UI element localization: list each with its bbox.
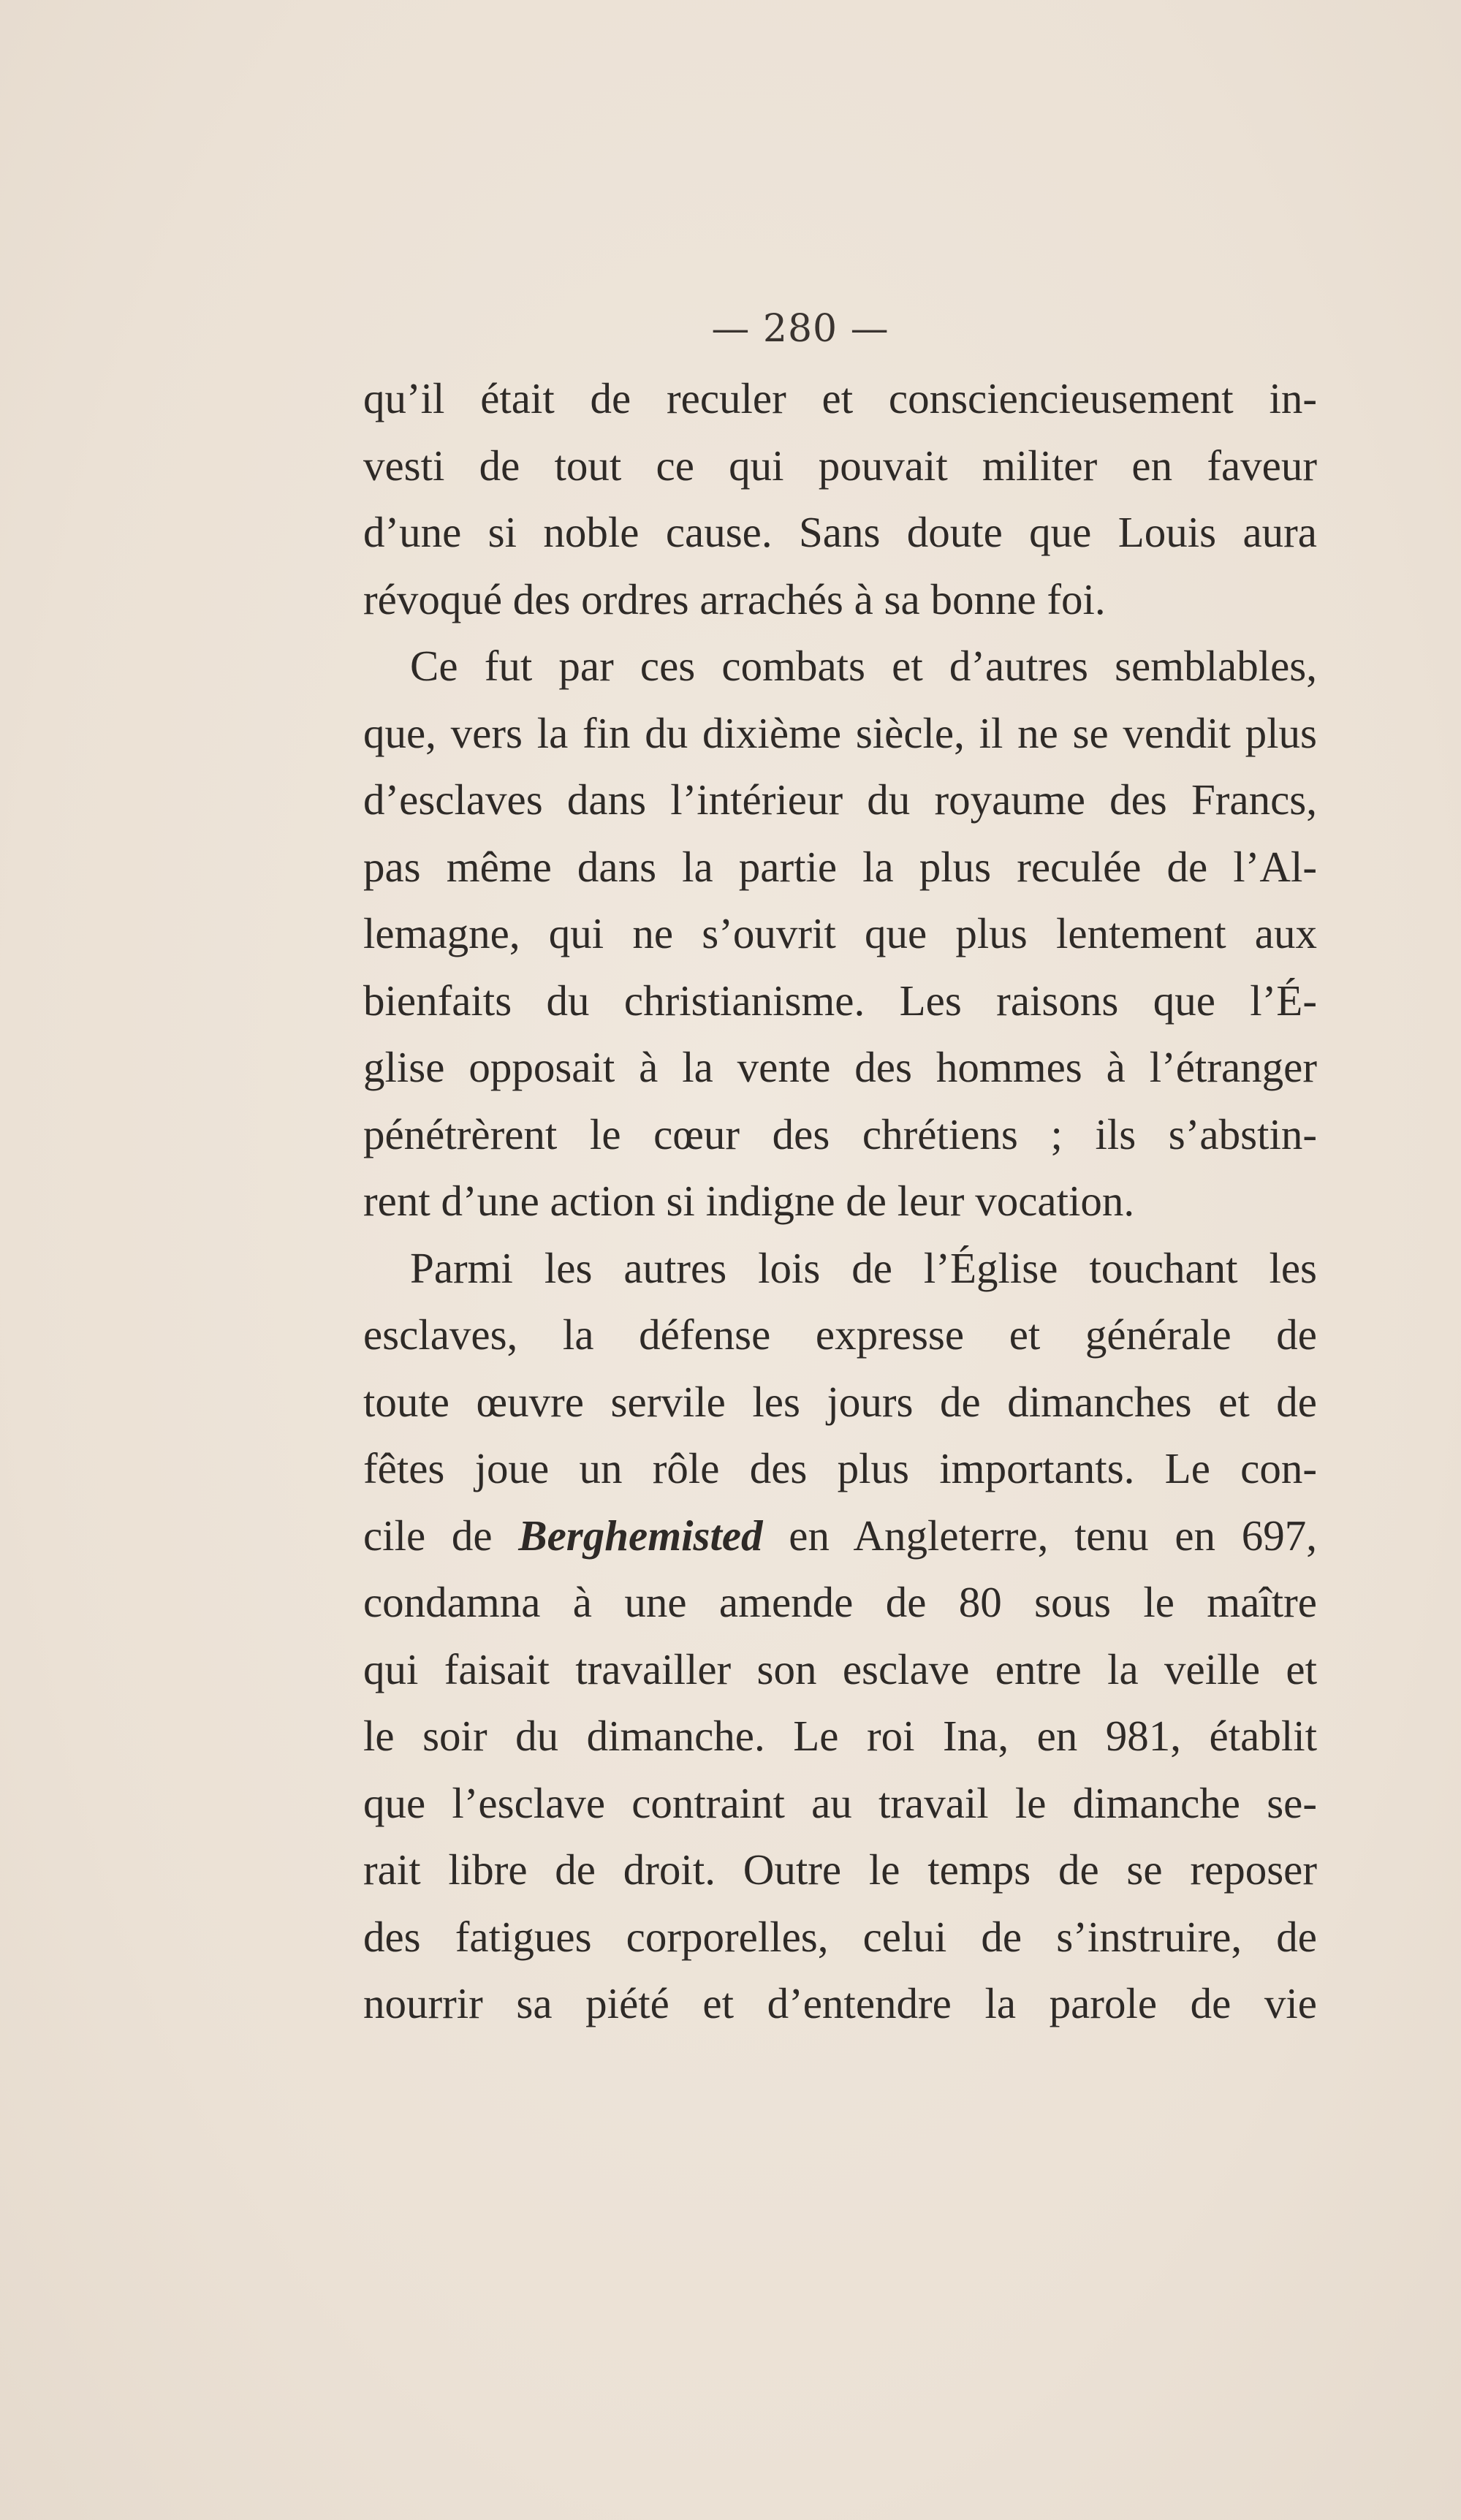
text-line: condamna à une amende de 80 sous le maître (363, 1578, 1317, 1626)
text-line: fêtes joue un rôle des plus importants. Le con- (363, 1444, 1317, 1492)
body-text (363, 365, 1317, 2038)
text-line: rent d’une action si indigne de leur vocation. (363, 1177, 1135, 1225)
text-line: bienfaits du christianisme. Les raisons que l’É- (363, 976, 1317, 1025)
text-line: d’esclaves dans l’intérieur du royaume des Francs, (363, 775, 1317, 824)
text-line: que, vers la fin du dixième siècle, il ne se vendit plus (363, 708, 1317, 757)
text-line: pas même dans la partie la plus reculée de l’Al- (363, 842, 1317, 891)
text-line: Ce fut par ces combats et d’autres semblables, (410, 642, 1317, 690)
italic-place-name: Berghemisted (518, 1511, 763, 1560)
text-line: glise opposait à la vente des hommes à l’étranger (363, 1043, 1317, 1091)
text-line: nourrir sa piété et d’entendre la parole de vie (363, 1979, 1317, 2027)
page-number: — 280 — (711, 307, 889, 351)
text-line: pénétrèrent le cœur des chrétiens ; ils s’abstin- (363, 1109, 1317, 1158)
text-line: esclaves, la défense expresse et générale de (363, 1310, 1317, 1359)
text-line: cile de Berghemisted en Angleterre, tenu en 697, (363, 1511, 1317, 1560)
text-line: des fatigues corporelles, celui de s’instruire, de (363, 1912, 1317, 1961)
text-line: d’une si noble cause. Sans doute que Louis aura (363, 508, 1317, 556)
text-line: vesti de tout ce qui pouvait militer en faveur (363, 441, 1317, 490)
text-line: lemagne, qui ne s’ouvrit que plus lentement aux (363, 909, 1317, 957)
text-line: le soir du dimanche. Le roi Ina, en 981, établit (363, 1712, 1317, 1760)
text-line: qui faisait travailler son esclave entre la veille et (363, 1644, 1317, 1693)
text-line: révoqué des ordres arrachés à sa bonne foi. (363, 574, 1106, 623)
text-line: que l’esclave contraint au travail le dimanche se- (363, 1778, 1317, 1827)
text-line: toute œuvre servile les jours de dimanches et de (363, 1377, 1317, 1426)
text-line: qu’il était de reculer et consciencieusement in- (363, 374, 1317, 422)
text-line: rait libre de droit. Outre le temps de se reposer (363, 1845, 1317, 1894)
text-line: Parmi les autres lois de l’Église touchant les (410, 1243, 1317, 1292)
